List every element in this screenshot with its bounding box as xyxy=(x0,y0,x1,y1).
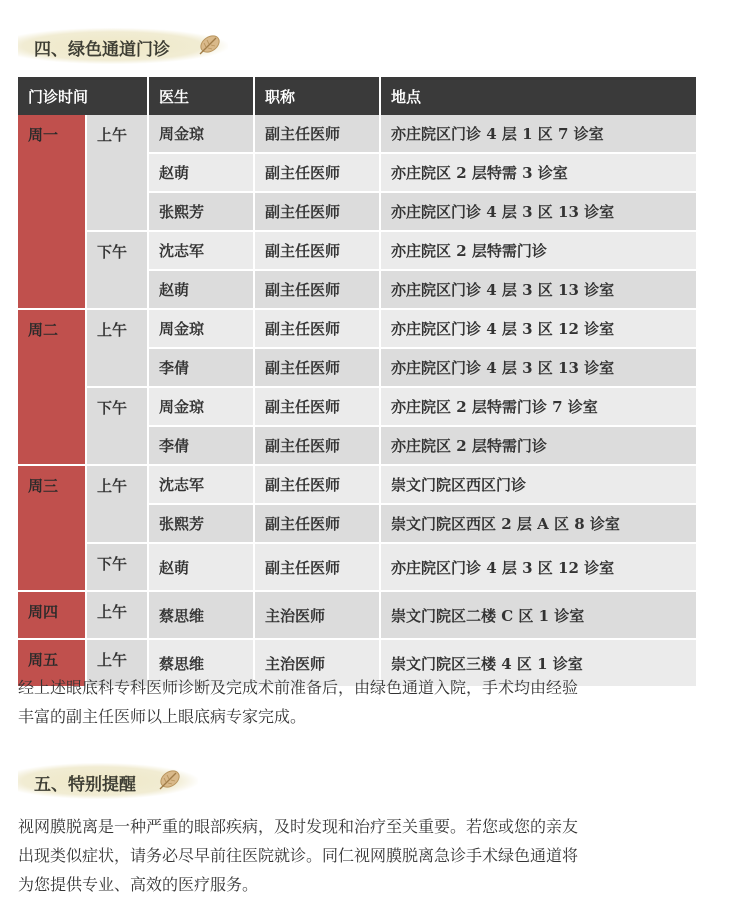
half-day-cell: 上午 xyxy=(86,465,148,543)
title-cell: 副主任医师 xyxy=(254,115,380,153)
paragraph-line: 经上述眼底科专科医师诊断及完成术前准备后，由绿色通道入院，手术均由经验 xyxy=(18,678,579,697)
paragraph-line: 视网膜脱离是一种严重的眼部疾病，及时发现和治疗至关重要。若您或您的亲友 xyxy=(18,817,579,836)
half-day-cell: 下午 xyxy=(86,231,148,309)
doctor-cell: 沈志军 xyxy=(148,231,254,270)
day-cell: 周二 xyxy=(18,309,86,465)
section-heading-green-channel xyxy=(18,28,228,64)
title-cell: 副主任医师 xyxy=(254,192,380,231)
header-clinic-time: 门诊时间 xyxy=(18,77,148,115)
table-row xyxy=(18,387,696,426)
location-cell: 亦庄院区 2 层特需门诊 xyxy=(380,426,696,465)
title-cell: 副主任医师 xyxy=(254,543,380,591)
doctor-cell: 李倩 xyxy=(148,426,254,465)
half-day-cell: 下午 xyxy=(86,543,148,591)
paragraph-line: 丰富的副主任医师以上眼底病专家完成。 xyxy=(18,707,307,726)
location-cell: 亦庄院区门诊 4 层 3 区 12 诊室 xyxy=(380,309,696,348)
location-cell: 亦庄院区门诊 4 层 3 区 13 诊室 xyxy=(380,192,696,231)
paragraph-line: 出现类似症状，请务必尽早前往医院就诊。同仁视网膜脱离急诊手术绿色通道将 xyxy=(18,846,579,865)
location-cell: 亦庄院区门诊 4 层 3 区 13 诊室 xyxy=(380,348,696,387)
doctor-cell: 周金琼 xyxy=(148,115,254,153)
table-row xyxy=(18,543,696,591)
header-doctor: 医生 xyxy=(148,77,254,115)
reminder-paragraph xyxy=(18,812,718,899)
title-cell: 副主任医师 xyxy=(254,465,380,504)
location-cell: 亦庄院区门诊 4 层 3 区 12 诊室 xyxy=(380,543,696,591)
title-cell: 副主任医师 xyxy=(254,309,380,348)
location-cell: 崇文门院区西区门诊 xyxy=(380,465,696,504)
day-cell: 周四 xyxy=(18,591,86,639)
title-cell: 主治医师 xyxy=(254,591,380,639)
day-cell: 周三 xyxy=(18,465,86,591)
half-day-cell: 上午 xyxy=(86,639,148,687)
section-title: 四、绿色通道门诊 xyxy=(34,40,170,60)
title-cell: 副主任医师 xyxy=(254,231,380,270)
leaf-icon xyxy=(156,768,182,792)
location-cell: 崇文门院区三楼 4 区 1 诊室 xyxy=(380,639,696,687)
table-row xyxy=(18,591,696,639)
clinic-schedule-table xyxy=(18,77,696,688)
doctor-cell: 赵萌 xyxy=(148,153,254,192)
admission-paragraph xyxy=(18,673,718,731)
doctor-cell: 蔡思维 xyxy=(148,591,254,639)
half-day-cell: 上午 xyxy=(86,591,148,639)
location-cell: 崇文门院区西区 2 层 A 区 8 诊室 xyxy=(380,504,696,543)
day-cell: 周五 xyxy=(18,639,86,687)
section-title: 五、特别提醒 xyxy=(34,775,136,795)
location-cell: 亦庄院区 2 层特需门诊 xyxy=(380,231,696,270)
doctor-cell: 赵萌 xyxy=(148,270,254,309)
title-cell: 副主任医师 xyxy=(254,153,380,192)
table-header-row xyxy=(18,77,696,115)
paragraph-line: 为您提供专业、高效的医疗服务。 xyxy=(18,875,259,894)
title-cell: 副主任医师 xyxy=(254,387,380,426)
doctor-cell: 蔡思维 xyxy=(148,639,254,687)
day-cell: 周一 xyxy=(18,115,86,309)
header-location: 地点 xyxy=(380,77,696,115)
title-cell: 副主任医师 xyxy=(254,504,380,543)
leaf-icon xyxy=(196,33,222,57)
doctor-cell: 赵萌 xyxy=(148,543,254,591)
table-row xyxy=(18,231,696,270)
title-cell: 副主任医师 xyxy=(254,348,380,387)
half-day-cell: 上午 xyxy=(86,115,148,231)
table-row xyxy=(18,309,696,348)
half-day-cell: 上午 xyxy=(86,309,148,387)
location-cell: 亦庄院区 2 层特需门诊 7 诊室 xyxy=(380,387,696,426)
doctor-cell: 张熙芳 xyxy=(148,504,254,543)
half-day-cell: 下午 xyxy=(86,387,148,465)
table-row xyxy=(18,115,696,153)
title-cell: 副主任医师 xyxy=(254,270,380,309)
doctor-cell: 张熙芳 xyxy=(148,192,254,231)
section-heading-special-reminder xyxy=(18,763,198,799)
title-cell: 副主任医师 xyxy=(254,426,380,465)
doctor-cell: 周金琼 xyxy=(148,387,254,426)
title-cell: 主治医师 xyxy=(254,639,380,687)
location-cell: 亦庄院区门诊 4 层 1 区 7 诊室 xyxy=(380,115,696,153)
location-cell: 亦庄院区门诊 4 层 3 区 13 诊室 xyxy=(380,270,696,309)
doctor-cell: 周金琼 xyxy=(148,309,254,348)
location-cell: 崇文门院区二楼 C 区 1 诊室 xyxy=(380,591,696,639)
doctor-cell: 沈志军 xyxy=(148,465,254,504)
location-cell: 亦庄院区 2 层特需 3 诊室 xyxy=(380,153,696,192)
doctor-cell: 李倩 xyxy=(148,348,254,387)
header-title: 职称 xyxy=(254,77,380,115)
table-row xyxy=(18,465,696,504)
